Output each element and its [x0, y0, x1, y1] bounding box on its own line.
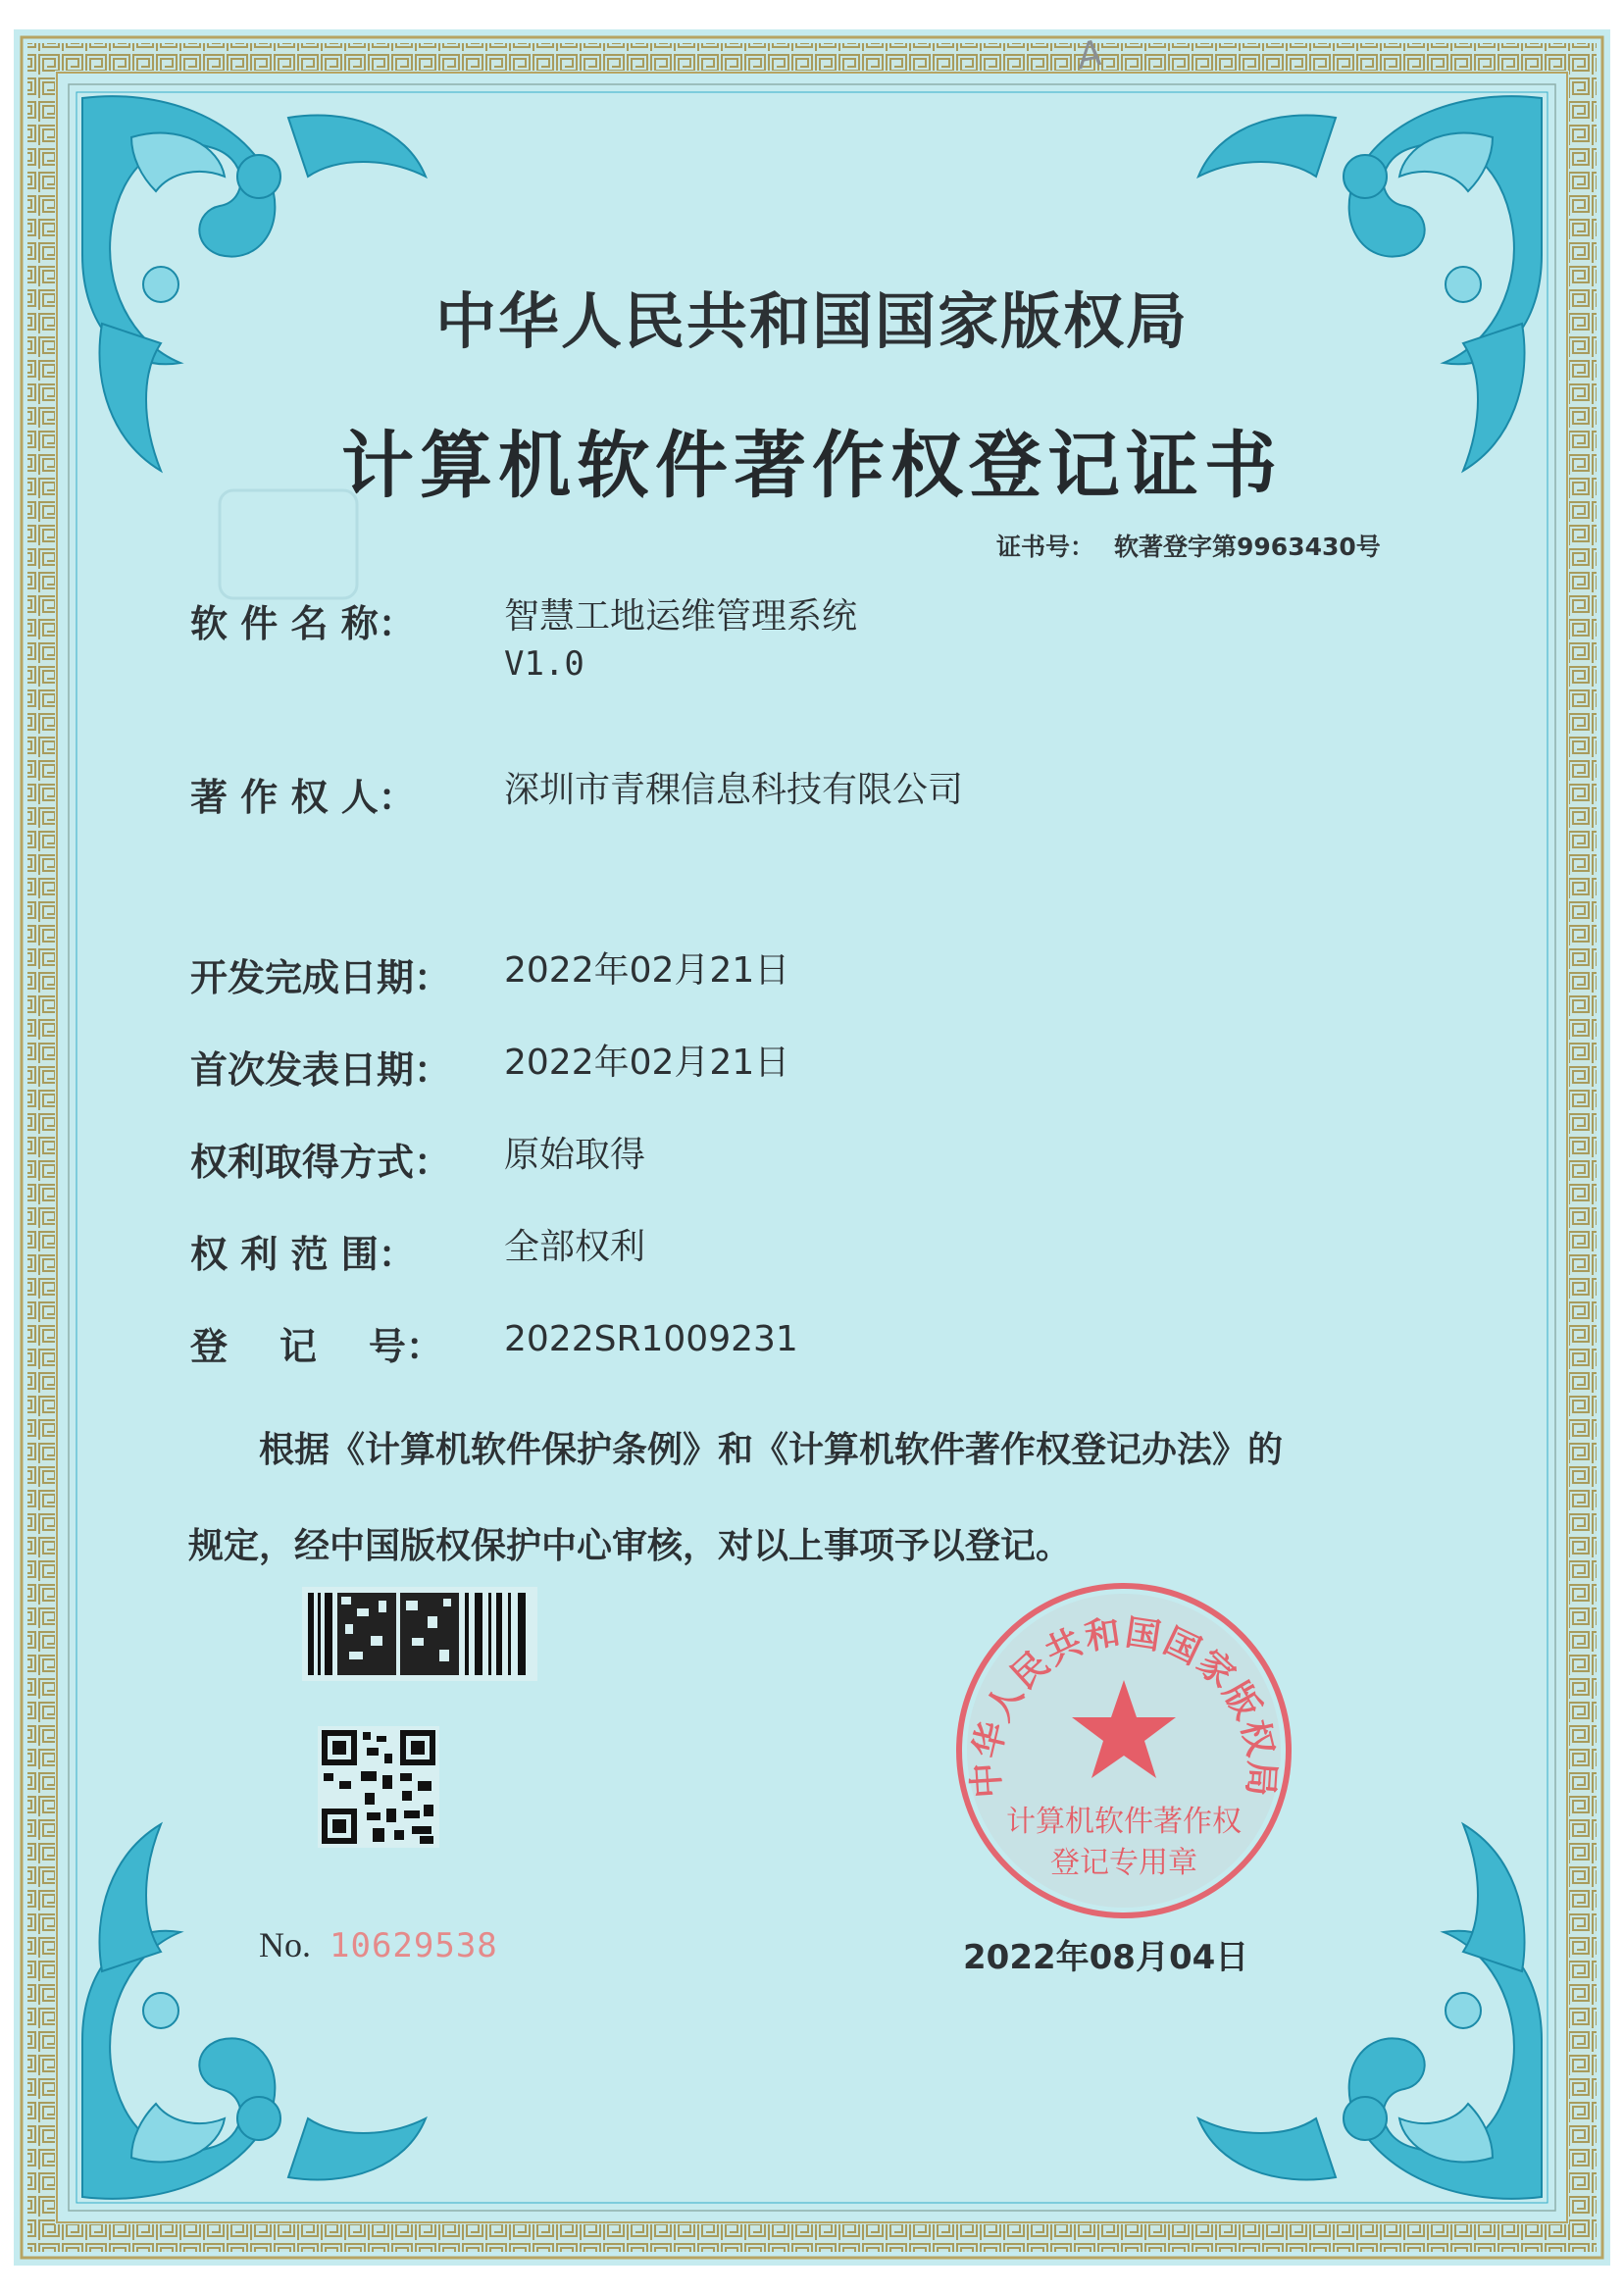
field-label: 首次发表日期：: [190, 1048, 452, 1092]
seal-line-1: 计算机软件著作权: [1006, 1805, 1242, 1839]
cert-number-label: 证书号：: [996, 533, 1095, 561]
cert-number-value: 软著登字第9963430号: [1114, 533, 1381, 561]
certificate-sheet: [14, 29, 1610, 2266]
publish-date-value: 2022年02月21日: [504, 1043, 790, 1083]
field-scope: [190, 1224, 645, 1278]
certificate-title: 计算机软件著作权登记证书: [341, 424, 1283, 508]
field-software-name: [190, 593, 857, 688]
seal-arc-text: 中华人民共和国国家版权局: [966, 1612, 1282, 1800]
seal-line-2: 登记专用章: [1050, 1846, 1197, 1880]
serial-label: No.: [259, 1925, 311, 1964]
field-acquisition: [190, 1132, 645, 1186]
owner-value: 深圳市青稞信息科技有限公司: [504, 770, 964, 810]
scope-value: 全部权利: [504, 1227, 646, 1267]
certificate-number: [996, 528, 1381, 563]
reg-no-value: 2022SR1009231: [504, 1319, 798, 1359]
acquisition-value: 原始取得: [504, 1135, 646, 1175]
issuing-authority: 中华人民共和国国家版权局: [434, 285, 1189, 357]
corner-ornament-bottom-left: [82, 1824, 426, 2199]
qr-code: [318, 1726, 439, 1848]
field-owner: [190, 767, 963, 821]
field-label: 软 件 名 称：: [190, 602, 416, 645]
field-label: 权利取得方式：: [190, 1141, 452, 1184]
official-seal: [947, 1574, 1300, 1927]
field-dev-date: [190, 947, 789, 1001]
field-label: 著 作 权 人：: [190, 776, 416, 819]
software-version: V1.0: [504, 644, 584, 684]
field-reg-no: [190, 1316, 798, 1370]
field-publish-date: [190, 1040, 789, 1094]
statement-line-2: 规定，经中国版权保护中心审核，对以上事项予以登记。: [188, 1526, 1072, 1566]
dev-date-value: 2022年02月21日: [504, 950, 790, 991]
field-label: 开发完成日期：: [190, 956, 452, 999]
serial-number: 10629538: [330, 1926, 498, 1965]
handwritten-mark: A: [1074, 32, 1106, 78]
field-label: 登 记 号：: [190, 1325, 443, 1368]
barcode: [302, 1587, 537, 1681]
issue-date: 2022年08月04日: [963, 1938, 1249, 1977]
software-name-value: 智慧工地运维管理系统: [504, 596, 858, 637]
field-label: 权 利 范 围：: [190, 1233, 416, 1276]
statement-line-1: 根据《计算机软件保护条例》和《计算机软件著作权登记办法》的: [259, 1430, 1284, 1470]
